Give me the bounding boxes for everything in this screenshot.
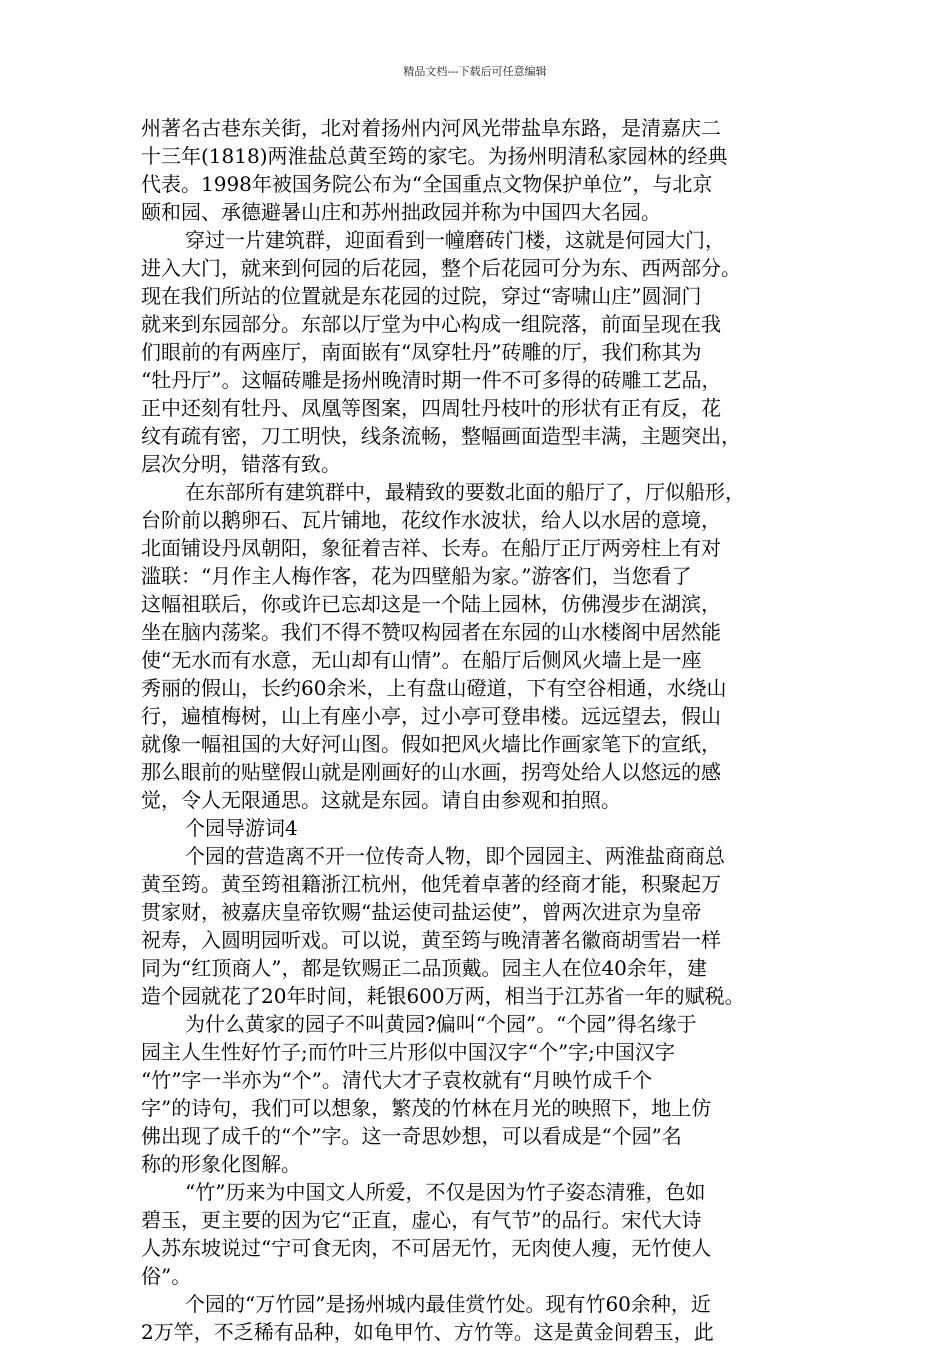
text-line bbox=[0, 842, 950, 870]
line-text: 行，遍植梅树，山上有座小亭，过小亭可登串楼。远远望去，假山 bbox=[141, 704, 721, 728]
text-line bbox=[0, 254, 950, 282]
text-line bbox=[0, 310, 950, 338]
line-text: 个园的营造离不开一位传奇人物，即个园园主、两淮盐商商总 bbox=[185, 844, 725, 868]
line-text: 纹有疏有密，刀工明快，线条流畅，整幅画面造型丰满，主题突出， bbox=[141, 424, 741, 448]
text-line bbox=[0, 870, 950, 898]
text-line bbox=[0, 394, 950, 422]
text-line bbox=[0, 674, 950, 702]
line-text: “竹”字一半亦为“个”。清代大才子袁枚就有“月映竹成千个 bbox=[141, 1068, 653, 1092]
text-line bbox=[0, 506, 950, 534]
text-line bbox=[0, 226, 950, 254]
line-text: 字”的诗句，我们可以想象，繁茂的竹林在月光的映照下，地上仿 bbox=[141, 1096, 712, 1120]
text-line bbox=[0, 1094, 950, 1122]
text-line bbox=[0, 590, 950, 618]
text-line bbox=[0, 1234, 950, 1262]
text-line bbox=[0, 142, 950, 170]
text-line bbox=[0, 534, 950, 562]
text-line bbox=[0, 1206, 950, 1234]
text-line bbox=[0, 1066, 950, 1094]
text-line bbox=[0, 450, 950, 478]
line-text: 正中还刻有牡丹、凤凰等图案，四周牡丹枝叶的形状有正有反，花 bbox=[141, 396, 721, 420]
text-line bbox=[0, 1290, 950, 1318]
line-text: 北面铺设丹凤朝阳，象征着吉祥、长寿。在船厅正厅两旁柱上有对 bbox=[141, 536, 721, 560]
text-line bbox=[0, 114, 950, 142]
line-text: 颐和园、承德避暑山庄和苏州拙政园并称为中国四大名园。 bbox=[141, 200, 661, 224]
line-text: “竹”历来为中国文人所爱，不仅是因为竹子姿态清雅，色如 bbox=[185, 1180, 706, 1204]
line-text: 现在我们所站的位置就是东花园的过院，穿过“寄啸山庄”圆洞门 bbox=[141, 284, 702, 308]
line-text: 为什么黄家的园子不叫黄园?偏叫“个园”。“个园”得名缘于 bbox=[185, 1012, 697, 1036]
line-text: 同为“红顶商人”，都是钦赐正二品顶戴。园主人在位40余年，建 bbox=[141, 956, 707, 980]
line-text: 祝寿，入圆明园听戏。可以说，黄至筠与晚清著名徽商胡雪岩一样 bbox=[141, 928, 721, 952]
line-text: 2万竿，不乏稀有品种，如龟甲竹、方竹等。这是黄金间碧玉，此 bbox=[141, 1320, 714, 1344]
text-line bbox=[0, 422, 950, 450]
line-text: 碧玉，更主要的因为它“正直，虚心，有气节”的品行。宋代大诗 bbox=[141, 1208, 702, 1232]
line-text: 秀丽的假山，长约60余米，上有盘山磴道，下有空谷相通，水绕山 bbox=[141, 676, 727, 700]
line-text: 那么眼前的贴壁假山就是刚画好的山水画，拐弯处给人以悠远的感 bbox=[141, 760, 721, 784]
text-line bbox=[0, 478, 950, 506]
text-line bbox=[0, 982, 950, 1010]
line-text: 佛出现了成千的“个”字。这一奇思妙想，可以看成是“个园”名 bbox=[141, 1124, 682, 1148]
section-heading-text: 个园导游词4 bbox=[185, 816, 298, 840]
line-text: 黄至筠。黄至筠祖籍浙江杭州，他凭着卓著的经商才能，积聚起万 bbox=[141, 872, 721, 896]
text-line bbox=[0, 338, 950, 366]
text-line bbox=[0, 1122, 950, 1150]
line-text: 台阶前以鹅卵石、瓦片铺地，花纹作水波状，给人以水居的意境， bbox=[141, 508, 721, 532]
line-text: 这幅祖联后，你或许已忘却这是一个陆上园林，仿佛漫步在湖滨， bbox=[141, 592, 721, 616]
text-line bbox=[0, 562, 950, 590]
text-line bbox=[0, 926, 950, 954]
line-text: 层次分明，错落有致。 bbox=[141, 452, 341, 476]
line-text: 在东部所有建筑群中，最精致的要数北面的船厅了，厅似船形， bbox=[185, 480, 745, 504]
text-line bbox=[0, 618, 950, 646]
text-line bbox=[0, 758, 950, 786]
text-line bbox=[0, 1262, 950, 1290]
line-text: 坐在脑内荡桨。我们不得不赞叹构园者在东园的山水楼阁中居然能 bbox=[141, 620, 721, 644]
line-text: 称的形象化图解。 bbox=[141, 1152, 301, 1176]
text-line bbox=[0, 1150, 950, 1178]
text-line bbox=[0, 786, 950, 814]
text-line bbox=[0, 282, 950, 310]
line-text: “牡丹厅”。这幅砖雕是扬州晚清时期一件不可多得的砖雕工艺品， bbox=[141, 368, 722, 392]
line-text: 十三年(1818)两淮盐总黄至筠的家宅。为扬州明清私家园林的经典 bbox=[141, 144, 728, 168]
line-text: 州著名古巷东关街，北对着扬州内河风光带盐阜东路，是清嘉庆二 bbox=[141, 116, 721, 140]
line-text: 贯家财，被嘉庆皇帝钦赐“盐运使司盐运使”，曾两次进京为皇帝 bbox=[141, 900, 702, 924]
line-text: 进入大门，就来到何园的后花园，整个后花园可分为东、西两部分。 bbox=[141, 256, 741, 280]
text-line bbox=[0, 366, 950, 394]
text-line bbox=[0, 198, 950, 226]
line-text: 个园的“万竹园”是扬州城内最佳赏竹处。现有竹60余种，近 bbox=[185, 1292, 711, 1316]
text-line bbox=[0, 730, 950, 758]
line-text: 滥联：“月作主人梅作客，花为四壁船为家。”游客们，当您看了 bbox=[141, 564, 692, 588]
text-line bbox=[0, 702, 950, 730]
line-text: 们眼前的有两座厅，南面嵌有“凤穿牡丹”砖雕的厅，我们称其为 bbox=[141, 340, 702, 364]
line-text: 代表。1998年被国务院公布为“全国重点文物保护单位”，与北京 bbox=[141, 172, 713, 196]
line-text: 穿过一片建筑群，迎面看到一幢磨砖门楼，这就是何园大门， bbox=[185, 228, 725, 252]
line-text: 觉，令人无限通思。这就是东园。请自由参观和拍照。 bbox=[141, 788, 621, 812]
line-text: 就来到东园部分。东部以厅堂为中心构成一组院落，前面呈现在我 bbox=[141, 312, 721, 336]
line-text: 造个园就花了20年时间，耗银600万两，相当于江苏省一年的赋税。 bbox=[141, 984, 745, 1008]
text-line bbox=[0, 1038, 950, 1066]
line-text: 俗”。 bbox=[141, 1264, 192, 1288]
page-header: 精品文档---下载后可任意编辑 bbox=[403, 65, 547, 78]
line-text: 使“无水而有水意，无山却有山情”。在船厅后侧风火墙上是一座 bbox=[141, 648, 702, 672]
line-text: 就像一幅祖国的大好河山图。假如把风火墙比作画家笔下的宣纸， bbox=[141, 732, 721, 756]
text-line bbox=[0, 646, 950, 674]
text-line bbox=[0, 1318, 950, 1346]
line-text: 人苏东坡说过“宁可食无肉，不可居无竹，无肉使人瘦，无竹使人 bbox=[141, 1236, 712, 1260]
text-line bbox=[0, 170, 950, 198]
line-text: 园主人生性好竹子;而竹叶三片形似中国汉字“个”字;中国汉字 bbox=[141, 1040, 675, 1064]
text-line bbox=[0, 954, 950, 982]
text-line bbox=[0, 1010, 950, 1038]
text-line bbox=[0, 898, 950, 926]
section-heading bbox=[0, 814, 950, 842]
text-line bbox=[0, 1178, 950, 1206]
